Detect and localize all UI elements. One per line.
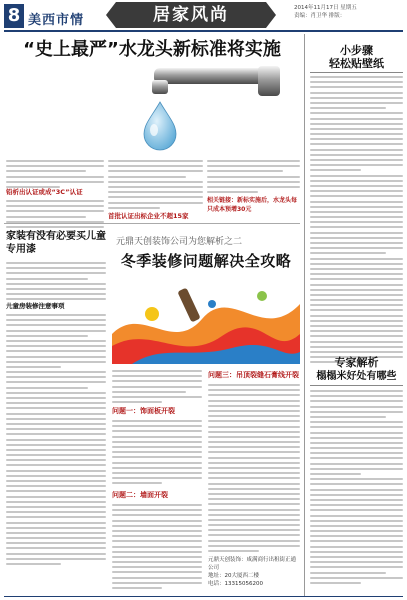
sidebar-title-1b: 轻松贴壁纸 xyxy=(329,57,384,70)
subhead-kids-room: 儿童房装修注意事项 xyxy=(6,302,65,310)
subhead-3c-certification: 铅析出认证或成“3C”认证 xyxy=(6,188,83,196)
faucet-spout xyxy=(154,68,274,84)
section-divider xyxy=(4,223,300,224)
article-center-col-upper xyxy=(108,160,203,212)
sidebar-title-2b: 榻榻米好处有哪些 xyxy=(316,371,397,382)
sidebar-article-tatami xyxy=(310,390,403,587)
page-number: 8 xyxy=(4,4,24,28)
section-tag: 美西市情 xyxy=(28,13,85,28)
column-divider xyxy=(304,34,305,596)
question-1-heading: 问题一：饰面板开裂 xyxy=(112,407,175,415)
faucet-image xyxy=(4,66,300,158)
headline-childrens-paint: 家装有没有必要买儿童专用漆 xyxy=(6,231,106,255)
main-headline: “史上最严”水龙头新标准将实施 xyxy=(23,39,281,60)
dateline-editor: 责编：肖卫华 排版： xyxy=(294,13,346,19)
dateline xyxy=(294,4,402,20)
question-3-heading: 问题三：吊顶裂缝石膏线开裂 xyxy=(208,371,299,379)
contact-phone: 电话：13315056200 xyxy=(208,581,263,587)
dateline-date: 2014年11月17日 星期五 xyxy=(294,5,357,11)
feature-contact xyxy=(208,556,300,588)
sidebar-rule-1 xyxy=(310,72,403,73)
question-1-text xyxy=(112,420,202,487)
faucet-illustration xyxy=(4,66,300,158)
sidebar-title-2a: 专家解析 xyxy=(334,356,379,369)
faucet-nozzle xyxy=(152,80,168,94)
faucet-handle xyxy=(258,66,280,96)
subhead-first-batch: 首批认证出标企业不超15家 xyxy=(108,212,189,220)
contact-company: 元鼎天创装饰：咸满商行出租街正通公司 xyxy=(208,557,297,571)
winter-renovation-feature xyxy=(112,228,300,364)
paint-splash-art xyxy=(112,274,300,364)
subhead-related-link: 相关链接：新标实施后，水龙头每只成本预增30元 xyxy=(207,197,298,213)
page-bottom-rule xyxy=(4,596,403,597)
contact-address: 地址：20大厦西二楼 xyxy=(208,573,259,579)
feature-intro-text xyxy=(112,370,202,406)
article-kids-room xyxy=(6,314,106,568)
question-2-heading: 问题二：墙面开裂 xyxy=(112,491,168,499)
header-rule xyxy=(4,30,403,32)
page-header xyxy=(0,0,407,30)
question-3-text xyxy=(208,384,300,555)
section-banner: 居家风尚 xyxy=(116,2,266,28)
sidebar-title-1a: 小步骤 xyxy=(340,44,373,57)
sidebar-rule-2 xyxy=(310,385,403,386)
article-right-col-upper xyxy=(207,160,300,196)
feature-kicker: 元鼎天创装饰公司为您解析之二 xyxy=(116,237,243,247)
feature-title: 冬季装修问题解决全攻略 xyxy=(120,252,292,270)
question-2-text xyxy=(112,504,202,592)
sidebar-article-wallpaper xyxy=(310,76,403,367)
